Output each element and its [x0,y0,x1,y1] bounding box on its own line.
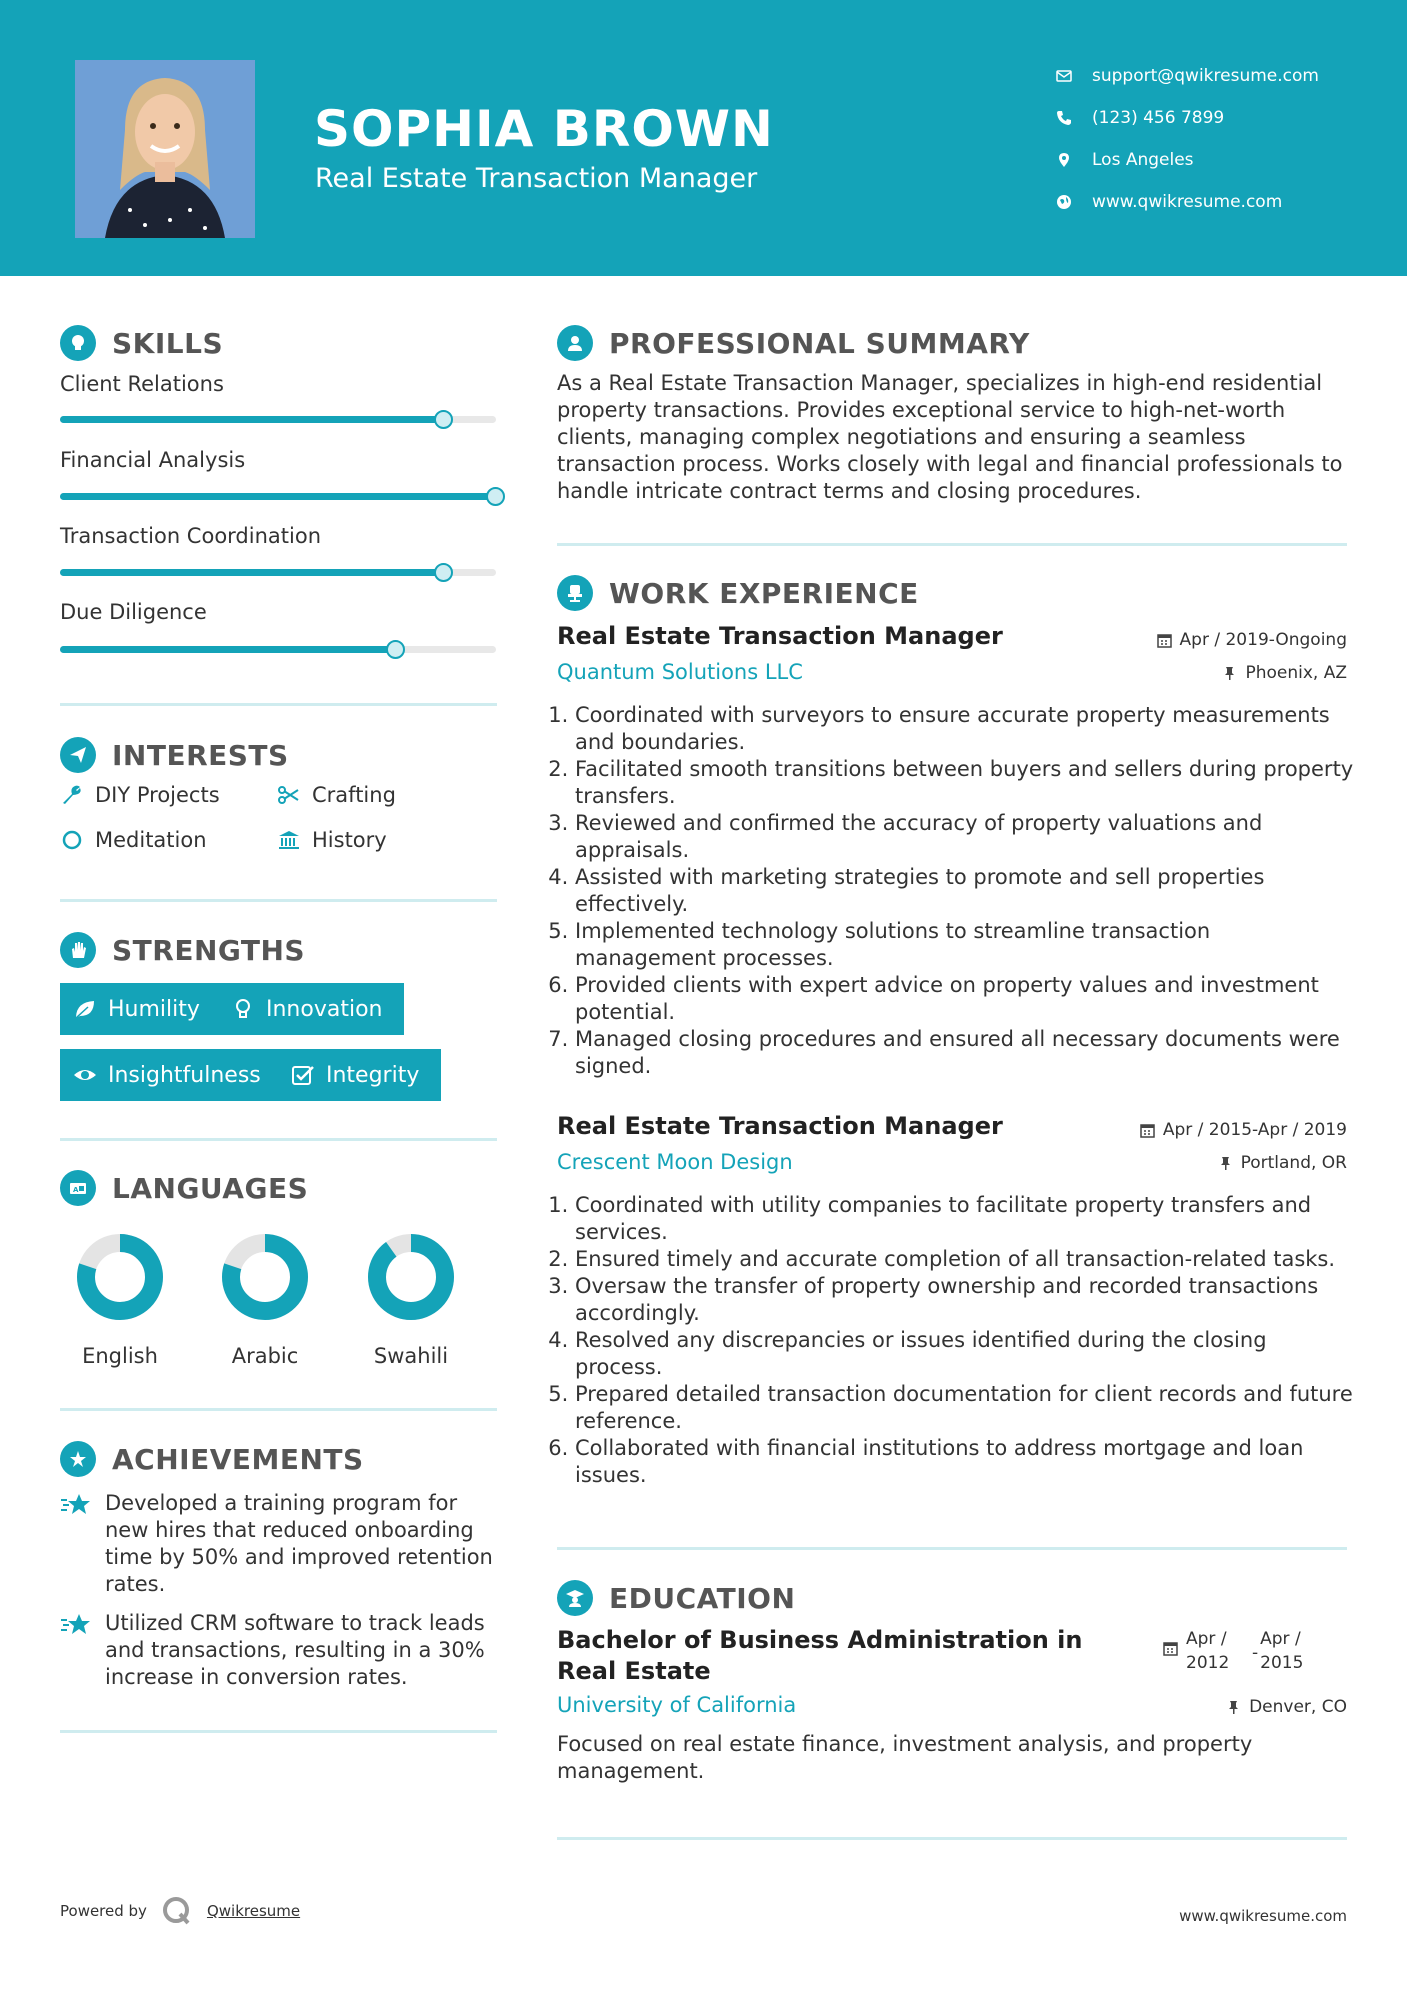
experience-title: WORK EXPERIENCE [609,576,919,610]
strength-label: Integrity [326,1062,420,1088]
strength-label: Innovation [266,996,383,1022]
candidate-name: SOPHIA BROWN [314,100,774,158]
achievement-text: Developed a training program for new hires that reduced onboarding time by 50% and improved retention rates. [105,1491,493,1596]
skills-title: SKILLS [112,326,224,360]
job-location-text: Portland, OR [1240,1153,1347,1173]
circle-icon [60,828,84,852]
job-dates [1140,1120,1347,1140]
contact-email[interactable] [1056,55,1319,97]
strength-badge [60,983,222,1035]
skill-bar-fill [60,416,444,423]
interest-label: History [312,828,387,852]
lightbulb-icon [230,996,256,1022]
education-start: Apr / 2012 [1186,1629,1230,1673]
interest-item [60,783,220,807]
svg-text:A: A [73,1186,79,1194]
languages-title: LANGUAGES [112,1171,309,1205]
responsibility-item: 2. Ensured timely and accurate completion of all transaction-related tasks. [575,1246,1357,1273]
contact-location-text: Los Angeles [1092,150,1194,170]
language-label: Swahili [373,1344,449,1368]
skill-label: Transaction Coordination [60,524,322,548]
pushpin-icon [1222,666,1237,681]
qwikresume-logo-icon [161,1895,193,1927]
company-name: Crescent Moon Design [557,1150,793,1174]
skill-label: Due Diligence [60,600,207,624]
strength-label: Humility [108,996,200,1022]
skill-bar-knob [386,640,405,659]
languages-heading [60,1170,308,1206]
job-dates [1157,630,1347,650]
job-responsibilities [557,1192,1357,1489]
skill-bar-fill [60,646,396,653]
education-date-separator: - [1252,1643,1259,1663]
experience-heading [557,575,919,611]
job-title: Real Estate Transaction Manager [557,1112,1003,1140]
calendar-icon [1140,1123,1155,1138]
section-divider [557,1837,1347,1840]
interest-item [60,828,207,852]
language-ring [221,1233,309,1321]
candidate-title: Real Estate Transaction Manager [315,163,758,194]
museum-icon [277,828,301,852]
skills-heading [60,325,223,361]
contact-phone[interactable] [1056,97,1319,139]
skill-label: Client Relations [60,372,224,396]
qwikresume-link[interactable]: Qwikresume [206,1902,301,1920]
leaf-icon [72,996,98,1022]
responsibility-item: 4. Assisted with marketing strategies to promote and sell properties effectively. [575,864,1357,918]
language-item [346,1233,476,1368]
job-location [1218,1153,1347,1173]
section-divider [60,1730,497,1733]
responsibility-item: 4. Resolved any discrepancies or issues identified during the closing process. [575,1327,1357,1381]
responsibility-item: 7. Managed closing procedures and ensured all necessary documents were signed. [575,1026,1357,1080]
star-badge-icon [60,1441,96,1477]
job-responsibilities [557,702,1357,1080]
achievement-item [60,1610,500,1691]
skill-bar-fill [60,493,496,500]
interest-label: Crafting [312,783,396,807]
scissors-icon [277,783,301,807]
star-icon [60,1492,92,1518]
language-label: English [82,1344,158,1368]
skill-bar-fill [60,569,444,576]
section-divider [60,899,497,902]
responsibility-item: 3. Oversaw the transfer of property ownership and recorded transactions accordingly. [575,1273,1357,1327]
skill-bar [60,416,496,423]
responsibility-item: 6. Collaborated with financial institutions to address mortgage and loan issues. [575,1435,1357,1489]
interests-title: INTERESTS [112,738,289,772]
section-divider [60,703,497,706]
summary-title: PROFESSIONAL SUMMARY [609,326,1030,360]
star-icon [60,1612,92,1638]
education-end: Apr / 2015 [1260,1629,1304,1673]
footer-powered-by [60,1895,300,1927]
education-dates [1163,1627,1308,1675]
user-icon [557,325,593,361]
interest-item [277,828,387,852]
language-label: Arabic [231,1344,299,1368]
degree-title: Bachelor of Business Administration in Real Estate [557,1626,1083,1685]
skill-label: Financial Analysis [60,448,246,472]
company-name: Quantum Solutions LLC [557,660,803,684]
calendar-icon [1163,1641,1178,1656]
section-divider [557,1547,1347,1550]
education-location-text: Denver, CO [1249,1697,1347,1717]
contact-website-text: www.qwikresume.com [1092,192,1283,212]
wrench-icon [60,783,84,807]
interests-heading [60,737,289,773]
contact-email-text: support@qwikresume.com [1092,66,1319,86]
responsibility-item: 6. Provided clients with expert advice on property values and investment potential. [575,972,1357,1026]
achievement-item [60,1490,500,1598]
eye-icon [72,1062,98,1088]
graduate-icon [557,1580,593,1616]
section-divider [557,543,1347,546]
skill-bar [60,569,496,576]
job-title: Real Estate Transaction Manager [557,622,1003,650]
language-item [200,1233,330,1368]
achievement-text: Utilized CRM software to track leads and transactions, resulting in a 30% increase in conversion rates. [105,1611,485,1689]
skill-bar-knob [434,410,453,429]
skill-bar [60,646,496,653]
job-location-text: Phoenix, AZ [1245,663,1347,683]
powered-by-label: Powered by [60,1902,147,1920]
paper-plane-icon [60,737,96,773]
hand-icon [60,932,96,968]
strengths-title: STRENGTHS [112,933,306,967]
pushpin-icon [1218,1156,1233,1171]
education-title: EDUCATION [609,1581,796,1615]
interest-label: Meditation [95,828,207,852]
education-heading [557,1580,795,1616]
job-dates-text: Apr / 2015-Apr / 2019 [1162,1120,1347,1140]
responsibility-item: 3. Reviewed and confirmed the accuracy of property valuations and appraisals. [575,810,1357,864]
job-dates-text: Apr / 2019-Ongoing [1179,630,1347,650]
section-divider [60,1138,497,1141]
phone-icon [1056,110,1072,126]
education-description: Focused on real estate finance, investment analysis, and property management. [557,1732,1253,1783]
contact-phone-text: (123) 456 7899 [1092,108,1225,128]
summary-heading [557,325,1030,361]
pushpin-icon [1226,1700,1241,1715]
section-divider [60,1408,497,1411]
skill-bar-knob [486,487,505,506]
school-name: University of California [557,1693,797,1717]
interest-item [277,783,396,807]
map-pin-icon [1056,152,1072,168]
interest-label: DIY Projects [95,783,220,807]
responsibility-item: 2. Facilitated smooth transitions between buyers and sellers during property transfers. [575,756,1357,810]
skill-bar [60,493,496,500]
strength-badge [60,1049,283,1101]
language-icon [60,1170,96,1206]
contact-website[interactable] [1056,181,1319,223]
globe-icon [1056,194,1072,210]
summary-text: As a Real Estate Transaction Manager, specializes in high-end residential property transactions. Provides exceptional service to high-net-worth clients, managing complex negotiations and ensuring a seamless transaction process. Works closely with legal and financial professionals to handle intricate contract terms and closing procedures. [557,371,1343,503]
contact-location [1056,139,1319,181]
envelope-icon [1056,68,1072,84]
lightbulb-icon [60,325,96,361]
check-square-icon [290,1062,316,1088]
office-chair-icon [557,575,593,611]
responsibility-item: 5. Implemented technology solutions to streamline transaction management processes. [575,918,1357,972]
calendar-icon [1157,633,1172,648]
education-location [1226,1697,1347,1717]
language-item [55,1233,185,1368]
strength-label: Insightfulness [108,1062,261,1088]
responsibility-item: 5. Prepared detailed transaction documentation for client records and future reference. [575,1381,1357,1435]
profile-photo [75,60,255,238]
strengths-heading [60,932,305,968]
job-location [1222,663,1347,683]
skill-bar-knob [434,563,453,582]
strength-badge [218,983,404,1035]
resume-header [0,0,1407,276]
language-ring [367,1233,455,1321]
responsibility-item: 1. Coordinated with utility companies to facilitate property transfers and services. [575,1192,1357,1246]
language-ring [76,1233,164,1321]
footer-url[interactable]: www.qwikresume.com [1179,1907,1347,1925]
contact-list [1056,55,1319,223]
achievements-heading [60,1441,364,1477]
responsibility-item: 1. Coordinated with surveyors to ensure accurate property measurements and boundaries. [575,702,1357,756]
achievements-title: ACHIEVEMENTS [112,1442,364,1476]
strength-badge [278,1049,441,1101]
